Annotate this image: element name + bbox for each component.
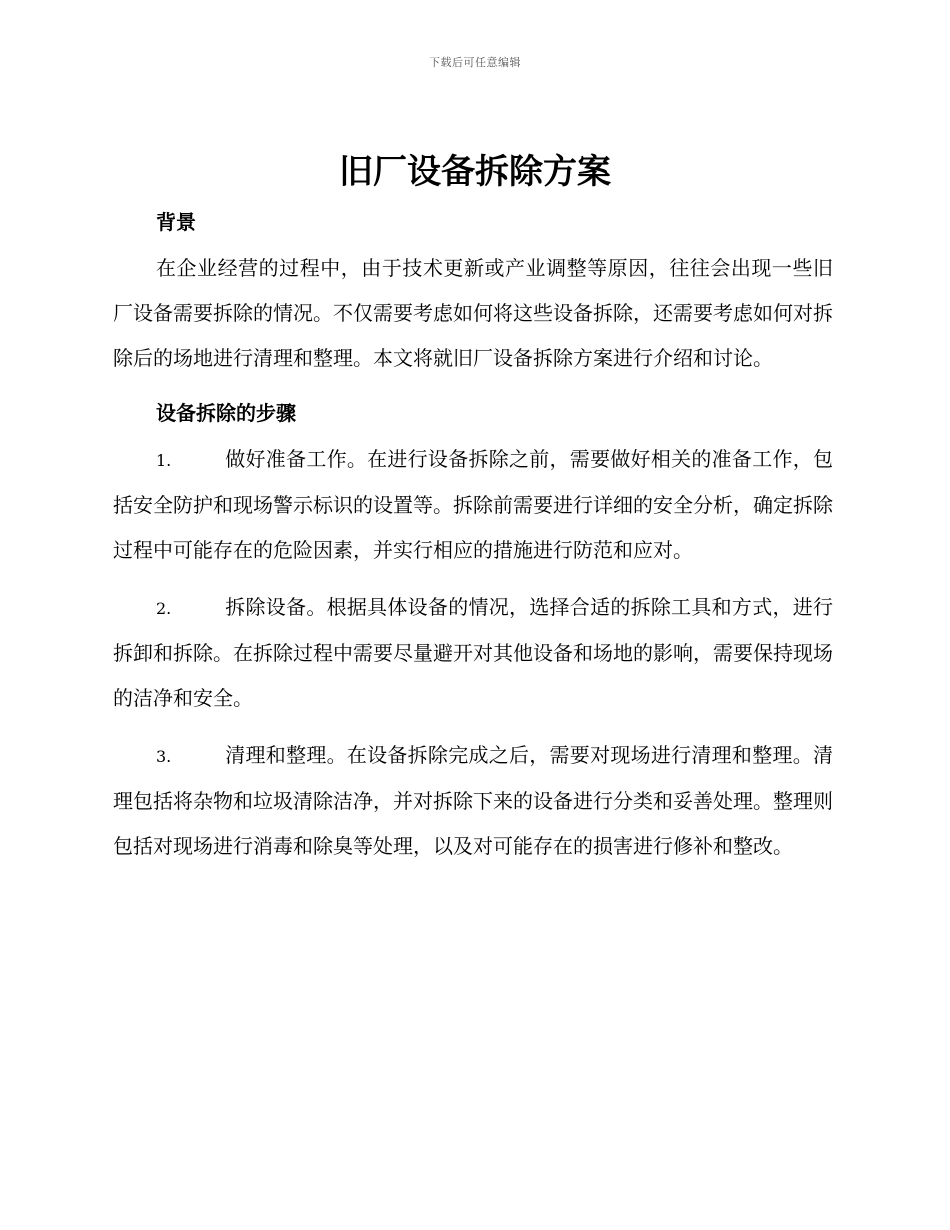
step-number: 3. bbox=[156, 747, 172, 766]
section-heading-steps: 设备拆除的步骤 bbox=[156, 401, 296, 425]
step-item-1 bbox=[113, 437, 833, 573]
document-title: 旧厂设备拆除方案 bbox=[339, 152, 611, 192]
step-number: 2. bbox=[156, 599, 172, 618]
header-note: 下载后可任意编辑 bbox=[429, 56, 521, 69]
document-body bbox=[113, 200, 833, 869]
step-text: 拆除设备。根据具体设备的情况，选择合适的拆除工具和方式，进行拆卸和拆除。在拆除过程中需要尽量避开对其他设备和场地的影响，需要保持现场的洁净和安全。 bbox=[113, 595, 833, 710]
step-text: 清理和整理。在设备拆除完成之后，需要对现场进行清理和整理。清理包括将杂物和垃圾清除洁净，并对拆除下来的设备进行分类和妥善处理。整理则包括对现场进行消毒和除臭等处理，以及对可能存在的损害进行修补和整改。 bbox=[113, 743, 833, 858]
section-heading-background: 背景 bbox=[156, 210, 196, 234]
step-item-2 bbox=[113, 585, 833, 721]
step-item-3 bbox=[113, 733, 833, 869]
step-number: 1. bbox=[156, 451, 172, 470]
background-paragraph: 在企业经营的过程中，由于技术更新或产业调整等原因，往往会出现一些旧厂设备需要拆除的情况。不仅需要考虑如何将这些设备拆除，还需要考虑如何对拆除后的场地进行清理和整理。本文将就旧厂设备拆除方案进行介绍和讨论。 bbox=[113, 256, 833, 370]
step-text: 做好准备工作。在进行设备拆除之前，需要做好相关的准备工作，包括安全防护和现场警示标识的设置等。拆除前需要进行详细的安全分析，确定拆除过程中可能存在的危险因素，并实行相应的措施进行防范和应对。 bbox=[113, 447, 833, 562]
